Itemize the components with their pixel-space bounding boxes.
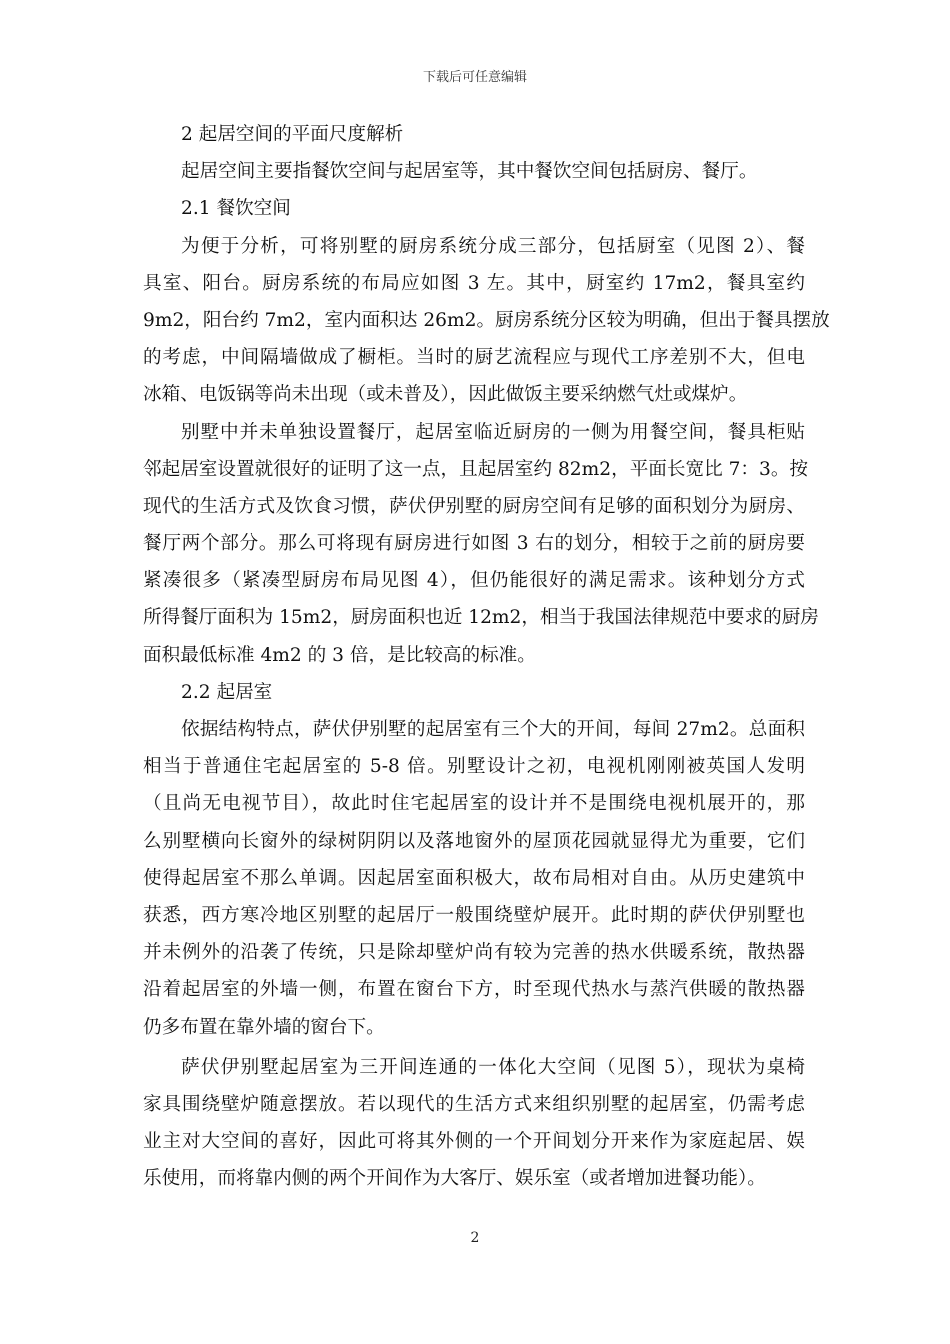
subsection-heading-dining: 2.1 餐饮空间 [181,198,291,220]
paragraph-line: 获悉，西方寒冷地区别墅的起居厅一般围绕壁炉展开。此时期的萨伏伊别墅也 [143,904,805,926]
paragraph-line: 依据结构特点，萨伏伊别墅的起居室有三个大的开间，每间 27m2。总面积 [181,719,805,740]
paragraph-line: 乐使用，而将靠内侧的两个开间作为大客厅、娱乐室（或者增加进餐功能）。 [143,1168,766,1190]
paragraph-line: 9m2，阳台约 7m2，室内面积达 26m2。厨房系统分区较为明确，但出于餐具摆放 [143,309,830,331]
paragraph-line: 么别墅横向长窗外的绿树阴阴以及落地窗外的屋顶花园就显得尤为重要，它们 [143,830,805,852]
paragraph-line: 萨伏伊别墅起居室为三开间连通的一体化大空间（见图 5），现状为桌椅 [181,1056,805,1078]
subsection-heading-living-room: 2.2 起居室 [181,681,273,703]
document-body [143,116,830,1197]
paragraph-line: 的考虑，中间隔墙做成了橱柜。当时的厨艺流程应与现代工序差别不大，但电 [143,347,805,369]
paragraph-line: 家具围绕壁炉随意摆放。若以现代的生活方式来组织别墅的起居室，仍需考虑 [143,1093,805,1115]
paragraph-line: 沿着起居室的外墙一侧，布置在窗台下方，时至现代热水与蒸汽供暖的散热器 [143,979,805,1001]
page-header: 下载后可任意编辑 [422,70,527,85]
paragraph-line: 别墅中并未单独设置餐厅，起居室临近厨房的一侧为用餐空间，餐具柜贴 [181,421,805,443]
section-heading: 2 起居空间的平面尺度解析 [181,124,404,145]
intro-paragraph: 起居空间主要指餐饮空间与起居室等，其中餐饮空间包括厨房、餐厅。 [181,161,758,183]
paragraph-line: 为便于分析，可将别墅的厨房系统分成三部分，包括厨室（见图 2）、餐 [181,235,805,257]
paragraph-living-room-layout [143,1049,805,1198]
paragraph-line: 使得起居室不那么单调。因起居室面积极大，故布局相对自由。从历史建筑中 [143,867,805,889]
paragraph-kitchen [143,228,830,414]
paragraph-line: 所得餐厅面积为 15m2，厨房面积也近 12m2，相当于我国法律规范中要求的厨房 [143,607,819,629]
paragraph-line: （且尚无电视节目），故此时住宅起居室的设计并不是围绕电视机展开的，那 [143,793,805,815]
paragraph-line: 面积最低标准 4m2 的 3 倍，是比较高的标准。 [143,644,536,666]
paragraph-line: 邻起居室设置就很好的证明了这一点，且起居室约 82m2，平面长宽比 7：3。按 [143,458,809,480]
paragraph-line: 紧凑很多（紧凑型厨房布局见图 4），但仍能很好的满足需求。该种划分方式 [143,570,805,592]
page-number: 2 [470,1230,480,1246]
paragraph-line: 现代的生活方式及饮食习惯，萨伏伊别墅的厨房空间有足够的面积划分为厨房、 [143,495,805,517]
paragraph-line: 仍多布置在靠外墙的窗台下。 [143,1016,385,1038]
paragraph-line: 相当于普通住宅起居室的 5-8 倍。别墅设计之初，电视机刚刚被英国人发明 [143,756,805,778]
paragraph-line: 餐厅两个部分。那么可将现有厨房进行如图 3 右的划分，相较于之前的厨房要 [143,533,805,555]
paragraph-line: 具室、阳台。厨房系统的布局应如图 3 左。其中，厨室约 17m2，餐具室约 [143,272,805,294]
paragraph-line: 并未例外的沿袭了传统，只是除却壁炉尚有较为完善的热水供暖系统，散热器 [143,942,805,964]
paragraph-dining-room [143,414,819,674]
paragraph-line: 冰箱、电饭锅等尚未出现（或未普及），因此做饭主要采纳燃气灶或煤炉。 [143,384,748,406]
paragraph-line: 业主对大空间的喜好，因此可将其外侧的一个开间划分开来作为家庭起居、娱 [143,1131,805,1153]
paragraph-living-room [143,711,805,1046]
